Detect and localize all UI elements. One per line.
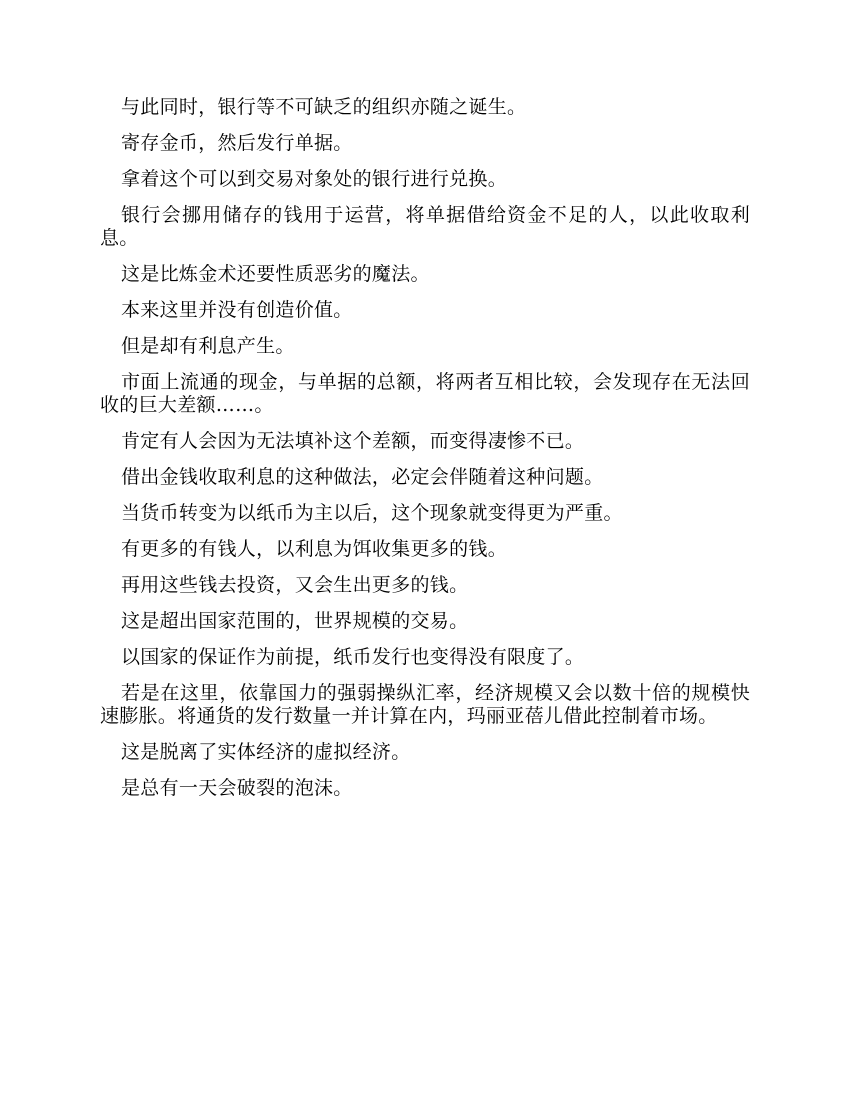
paragraph: 这是比炼金术还要性质恶劣的魔法。 bbox=[121, 263, 430, 285]
paragraph: 肯定有人会因为无法填补这个差额，而变得凄惨不已。 bbox=[121, 430, 585, 452]
paragraph: 借出金钱收取利息的这种做法，必定会伴随着这种问题。 bbox=[121, 466, 604, 488]
paragraph: 有更多的有钱人，以利息为饵收集更多的钱。 bbox=[121, 538, 508, 560]
paragraph: 以国家的保证作为前提，纸币发行也变得没有限度了。 bbox=[121, 646, 585, 668]
paragraph: 拿着这个可以到交易对象处的银行进行兑换。 bbox=[121, 168, 508, 190]
paragraph: 再用这些钱去投资，又会生出更多的钱。 bbox=[121, 574, 469, 596]
paragraph: 市面上流通的现金，与单据的总额，将两者互相比较，会发现存在无法回收的巨大差额……。 bbox=[100, 371, 750, 416]
paragraph: 本来这里并没有创造价值。 bbox=[121, 299, 353, 321]
paragraph: 是总有一天会破裂的泡沫。 bbox=[121, 777, 353, 799]
paragraph: 但是却有利息产生。 bbox=[121, 335, 295, 357]
paragraph: 这是脱离了实体经济的虚拟经济。 bbox=[121, 741, 411, 763]
paragraph: 银行会挪用储存的钱用于运营，将单据借给资金不足的人，以此收取利息。 bbox=[100, 204, 750, 249]
paragraph: 这是超出国家范围的，世界规模的交易。 bbox=[121, 610, 469, 632]
paragraph: 与此同时，银行等不可缺乏的组织亦随之诞生。 bbox=[121, 96, 527, 118]
document-body bbox=[100, 96, 750, 813]
paragraph: 若是在这里，依靠国力的强弱操纵汇率，经济规模又会以数十倍的规模快速膨胀。将通货的发行数量一并计算在内，玛丽亚蓓儿借此控制着市场。 bbox=[100, 682, 750, 727]
paragraph: 当货币转变为以纸币为主以后，这个现象就变得更为严重。 bbox=[121, 502, 623, 524]
paragraph: 寄存金币，然后发行单据。 bbox=[121, 132, 353, 154]
